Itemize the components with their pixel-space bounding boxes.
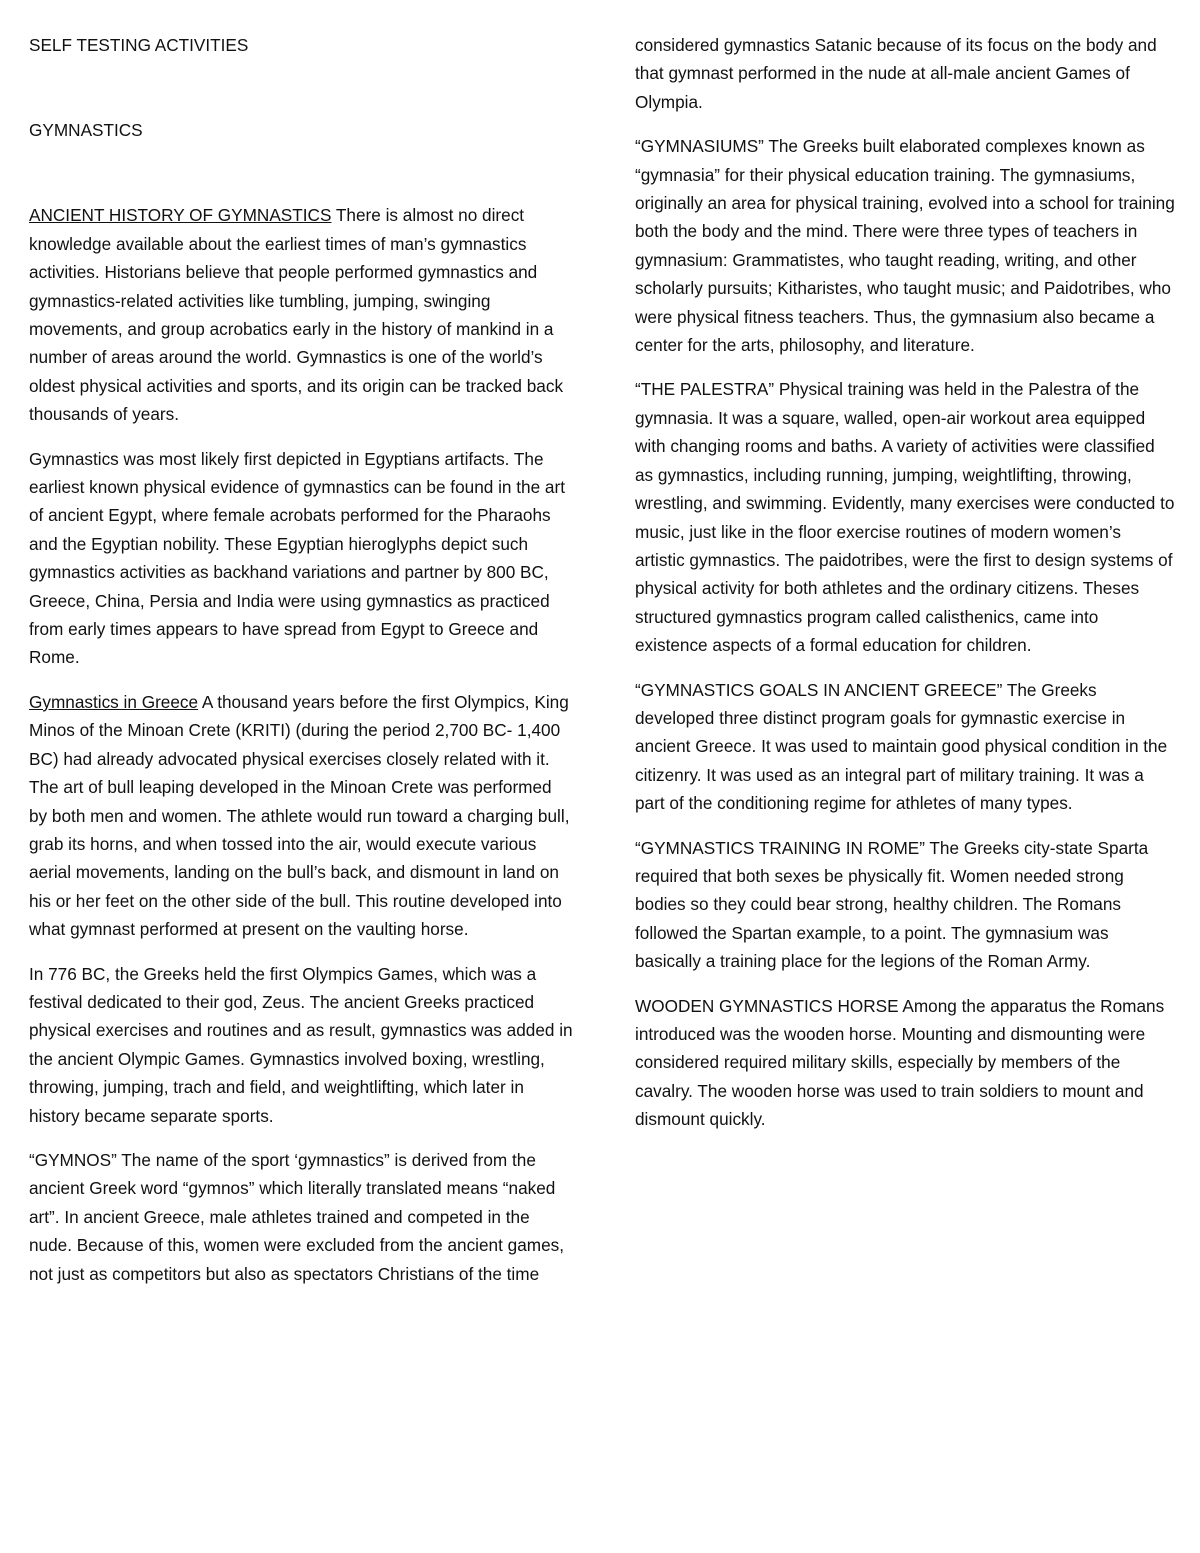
spacer: [29, 145, 574, 173]
paragraph-continuation: [635, 31, 1175, 116]
paragraph-title: ANCIENT HISTORY OF GYMNASTICS: [29, 205, 332, 226]
section-heading: GYMNASTICS: [29, 120, 143, 141]
paragraph-egypt: [29, 445, 574, 672]
paragraph-gymnasiums: [635, 132, 1175, 359]
paragraph-text: “GYMNASTICS TRAINING IN ROME” The Greeks city-state Sparta required that both sexes be physically fit. Women needed strong bodies so they could bear strong, healthy children. The Romans followed the Spartan example, to a point. The gymnasium was basically a training place for the legions of the Roman Army.: [635, 837, 1149, 972]
right-column: [635, 31, 1175, 1150]
paragraph-ancient-history: [29, 201, 574, 428]
left-column: [29, 31, 574, 1304]
paragraph-text: “THE PALESTRA” Physical training was held in the Palestra of the gymnasia. It was a square, walled, open-air workout area equipped with changing rooms and baths. A variety of activities were classified as gymnastics, including running, jumping, weightlifting, throwing, wrestling, and swimming. Evidently, many exercises were conducted to music, just like in the floor exercise routines of modern women’s artistic gymnastics. The paidotribes, were the first to design systems of physical activity for both athletes and the ordinary citizens. Theses structured gymnastics program called calisthenics, came into existence aspects of a formal education for children.: [635, 379, 1175, 656]
spacer: [29, 59, 574, 87]
paragraph-text: considered gymnastics Satanic because of its focus on the body and that gymnast performed in the nude at all-male ancient Games of Olympia.: [635, 35, 1157, 112]
spacer: [29, 88, 574, 116]
paragraph-goals-greece: [635, 676, 1175, 818]
document-title: SELF TESTING ACTIVITIES: [29, 35, 249, 55]
paragraph-olympics: [29, 960, 574, 1130]
paragraph-gymnos: [29, 1146, 574, 1288]
paragraph-palestra: [635, 375, 1175, 659]
paragraph-text: There is almost no direct knowledge available about the earliest times of man’s gymnastics activities. Historians believe that people performed gymnastics and gymnastics-related activities like tumbling, jumping, swinging movements, and group acrobatics early in the history of mankind in a number of areas around the world. Gymnastics is one of the world’s oldest physical activities and sports, and its origin can be tracked back thousands of years.: [29, 205, 564, 425]
paragraph-text: “GYMNOS” The name of the sport ‘gymnastics” is derived from the ancient Greek word “gymnos” which literally translated means “naked art”. In ancient Greece, male athletes trained and competed in the nude. Because of this, women were excluded from the ancient games, not just as competitors but also as spectators Christians of the time: [29, 1149, 565, 1284]
spacer: [29, 173, 574, 201]
paragraph-text: “GYMNASTICS GOALS IN ANCIENT GREECE” The Greeks developed three distinct program goals for gymnastic exercise in ancient Greece. It was used to maintain good physical condition in the citizenry. It was used as an integral part of military training. It was a part of the conditioning regime for athletes of many types.: [635, 679, 1168, 814]
paragraph-text: Gymnastics was most likely first depicted in Egyptians artifacts. The earliest known physical evidence of gymnastics can be found in the art of ancient Egypt, where female acrobats performed for the Pharaohs and the Egyptian nobility. These Egyptian hieroglyphs depict such gymnastics activities as backhand variations and partner by 800 BC, Greece, China, Persia and India were using gymnastics as practiced from early times appears to have spread from Egypt to Greece and Rome.: [29, 448, 565, 668]
paragraph-training-rome: [635, 834, 1175, 976]
paragraph-text: “GYMNASIUMS” The Greeks built elaborated complexes known as “gymnasia” for their physical education training. The gymnasiums, originally an area for physical training, evolved into a school for training both the body and the mind. There were three types of teachers in gymnasium: Grammatistes, who taught reading, writing, and other scholarly pursuits; Kitharistes, who taught music; and Paidotribes, who were physical fitness teachers. Thus, the gymnasium also became a center for the arts, philosophy, and literature.: [635, 136, 1175, 356]
paragraph-text: A thousand years before the first Olympics, King Minos of the Minoan Crete (KRITI) (during the period 2,700 BC- 1,400 BC) had already advocated physical exercises closely related with it. The art of bull leaping developed in the Minoan Crete was performed by both men and women. The athlete would run toward a charging bull, grab its horns, and when tossed into the air, would execute various aerial movements, landing on the bull’s back, and dismount in land on his or her feet on the other side of the bull. This routine developed into what gymnast performed at present on the vaulting horse.: [29, 691, 570, 940]
paragraph-greece: [29, 688, 574, 944]
paragraph-text: In 776 BC, the Greeks held the first Olympics Games, which was a festival dedicated to their god, Zeus. The ancient Greeks practiced physical exercises and routines and as result, gymnastics was added in the ancient Olympic Games. Gymnastics involved boxing, wrestling, throwing, jumping, trach and field, and weightlifting, which later in history became separate sports.: [29, 963, 573, 1126]
paragraph-title: Gymnastics in Greece: [29, 691, 199, 712]
paragraph-wooden-horse: [635, 992, 1175, 1134]
paragraph-text: WOODEN GYMNASTICS HORSE Among the apparatus the Romans introduced was the wooden horse. Mounting and dismounting were considered required military skills, especially by members of the cavalry. The wooden horse was used to train soldiers to mount and dismount quickly.: [635, 995, 1165, 1130]
